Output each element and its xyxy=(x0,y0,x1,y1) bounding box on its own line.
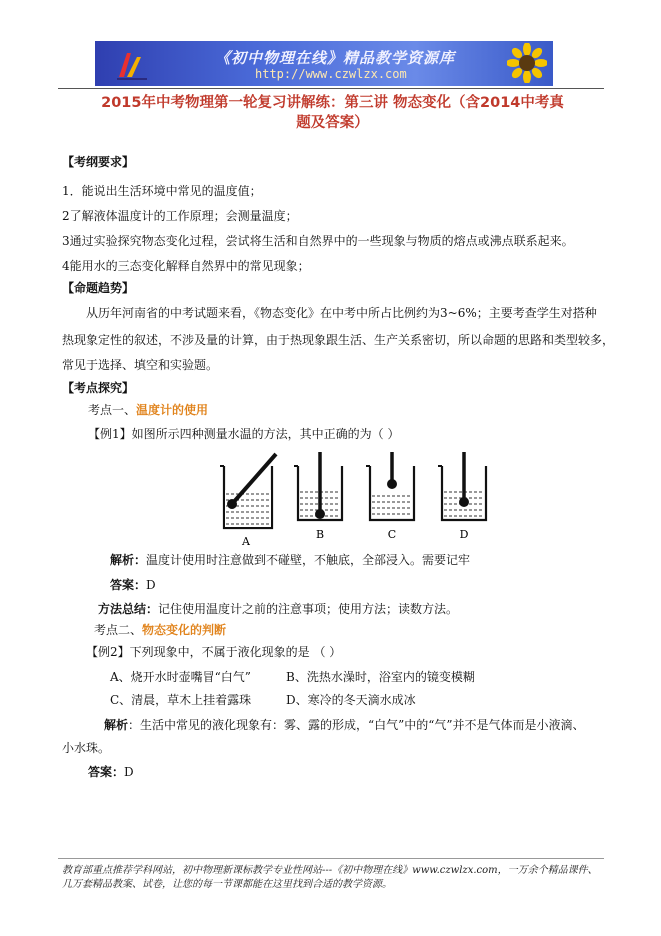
answer-1 xyxy=(110,577,156,593)
method-summary-label: 方法总结： xyxy=(98,602,159,616)
section-header-points: 【考点探究】 xyxy=(62,381,135,395)
analysis-1-label: 解析： xyxy=(110,553,147,567)
beaker-a xyxy=(220,454,276,548)
analysis-2-label: 解析 xyxy=(104,718,129,732)
key-point-1 xyxy=(88,402,208,418)
footer-line-2: 几万套精品教案、试卷，让您的每一节课都能在这里找到合适的教学资源。 xyxy=(62,879,392,890)
trend-text-line: 从历年河南省的中考试题来看，《物态变化》在中考中所占比例约为3~6%；主要考查学生对搭种 xyxy=(86,306,597,320)
method-summary xyxy=(98,601,458,617)
analysis-2 xyxy=(104,717,585,733)
site-logo-icon xyxy=(115,47,149,81)
option-c: C、清晨，草木上挂着露珠 xyxy=(110,693,252,707)
beaker-label: D xyxy=(459,528,469,541)
sunflower-icon xyxy=(507,43,547,83)
beaker-label: A xyxy=(242,535,250,548)
answer-2 xyxy=(88,764,134,780)
beaker-b xyxy=(294,452,342,541)
document-title xyxy=(60,93,605,133)
key-point-2-name: 物态变化的判断 xyxy=(142,623,227,637)
footer-line-1: 教育部重点推荐学科网站，初中物理新课标教学专业性网站---《初中物理在线》www.czwlzx.com，一万余个精品课件、 xyxy=(62,865,598,876)
option-b: B、洗热水澡时，浴室内的镜变模糊 xyxy=(286,670,475,684)
key-point-2-label: 考点二、 xyxy=(94,623,143,637)
example-1-tag: 【例1】 xyxy=(88,427,132,441)
analysis-1-text: 温度计使用时注意做到不碰壁，不触底，全部浸入。需要记牢 xyxy=(146,553,471,567)
key-point-2 xyxy=(94,622,226,638)
banner-title: 《初中物理在线》精品教学资源库 xyxy=(215,49,456,67)
key-point-1-label: 考点一、 xyxy=(88,403,137,417)
requirement-item: 2了解液体温度计的工作原理；会测量温度； xyxy=(62,209,298,223)
title-line-2: 题及答案） xyxy=(296,115,369,131)
banner-url[interactable]: http://www.czwlzx.com xyxy=(255,67,407,81)
trend-text-line: 常见于选择、填空和实验题。 xyxy=(62,358,219,372)
trend-text-line: 热现象定性的叙述，不涉及量的计算，由于热现象跟生活、生产关系密切，所以命题的思路和类型较多， xyxy=(62,333,615,347)
beaker-d xyxy=(438,452,486,541)
option-a: A、烧开水时壶嘴冒“白气” xyxy=(110,670,251,684)
option-d: D、寒冷的冬天滴水成冰 xyxy=(286,693,416,707)
example-2-question: 下列现象中，不属于液化现象的是 （ ） xyxy=(129,645,342,659)
analysis-2-text: ：生活中常见的液化现象有：雾、露的形成，“白气”中的“气”并不是气体而是小液滴、 xyxy=(128,718,585,732)
header-divider xyxy=(58,88,604,89)
example-2 xyxy=(86,644,341,660)
header-banner xyxy=(95,41,553,86)
section-header-requirements: 【考纲要求】 xyxy=(62,155,135,169)
requirement-item: 3通过实验探究物态变化过程，尝试将生活和自然界中的一些现象与物质的熔点或沸点联系起来。 xyxy=(62,234,574,248)
answer-2-value: D xyxy=(124,765,134,779)
requirement-item: 1．能说出生活环境中常见的温度值； xyxy=(62,184,262,198)
beaker-c xyxy=(366,452,414,541)
beaker-figure xyxy=(210,448,510,548)
analysis-2-continued: 小水珠。 xyxy=(62,741,111,755)
title-line-1: 2015年中考物理第一轮复习讲解练：第三讲 物态变化（含2014中考真 xyxy=(101,95,564,111)
analysis-1 xyxy=(110,552,470,568)
footer-divider xyxy=(58,858,604,859)
key-point-1-name: 温度计的使用 xyxy=(136,403,209,417)
beaker-label: C xyxy=(387,528,397,541)
answer-2-label: 答案： xyxy=(88,765,125,779)
method-summary-text: 记住使用温度计之前的注意事项；使用方法；读数方法。 xyxy=(158,602,459,616)
example-2-tag: 【例2】 xyxy=(86,645,130,659)
beaker-label: B xyxy=(315,528,325,541)
requirement-item: 4能用水的三态变化解释自然界中的常见现象； xyxy=(62,259,310,273)
section-header-trend: 【命题趋势】 xyxy=(62,281,135,295)
answer-1-label: 答案： xyxy=(110,578,147,592)
example-1-question: 如图所示四种测量水温的方法，其中正确的为（ ） xyxy=(131,427,400,441)
example-1 xyxy=(88,426,399,442)
answer-1-value: D xyxy=(146,578,156,592)
